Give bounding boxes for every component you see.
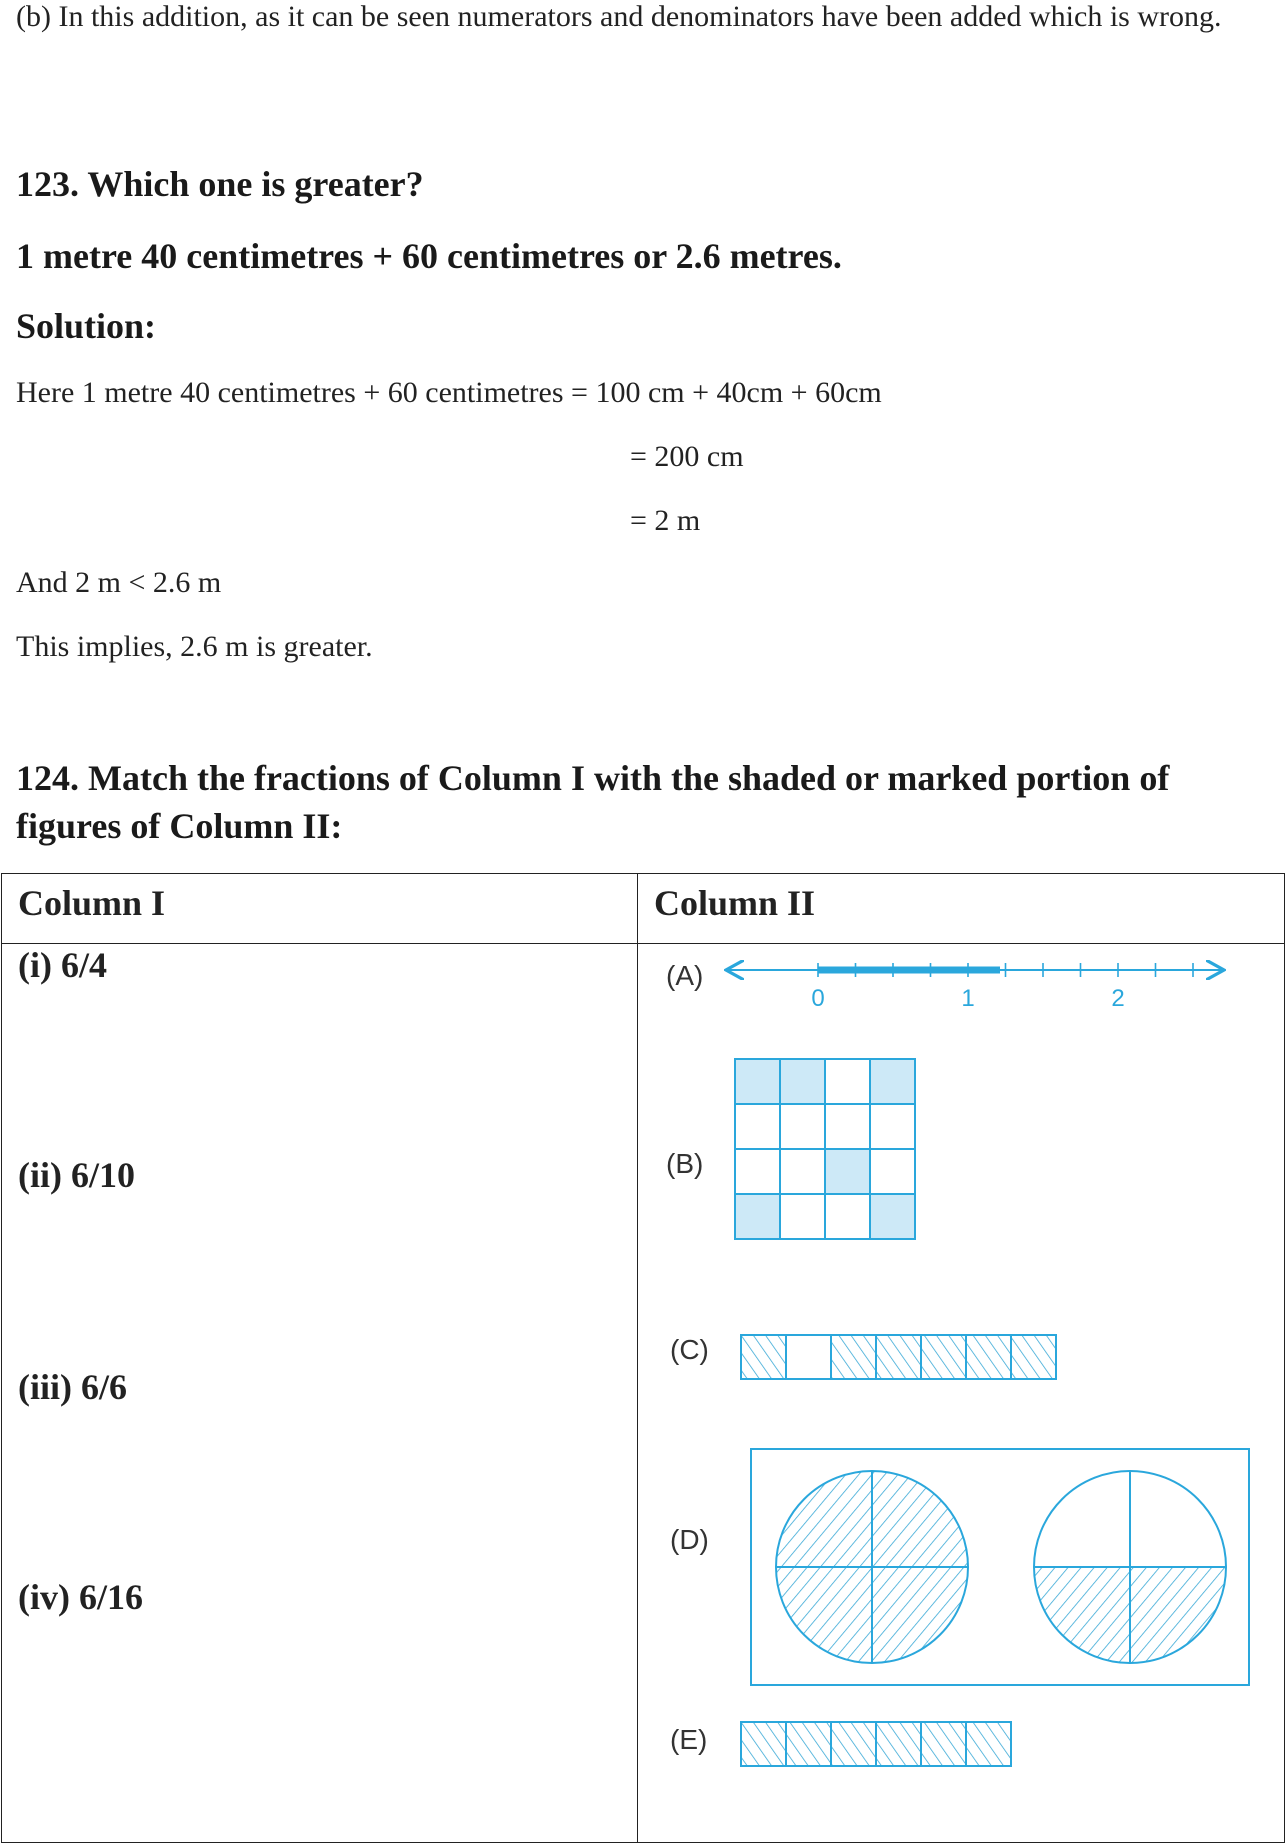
solution-line-5: This implies, 2.6 m is greater. [16,630,373,663]
figure-e-strip [739,1720,1019,1770]
grid-cell [780,1149,825,1194]
strip-part-hatched [921,1335,966,1379]
figure-a-label: (A) [666,960,704,991]
strip-part-hatched [786,1722,831,1766]
solution-line-3: = 2 m [630,504,701,537]
circle-quarter-hatched [776,1567,872,1663]
fraction-i: (i) 6/4 [18,945,107,985]
figure-b-label: (B) [666,1148,704,1179]
strip-part-hatched [831,1335,876,1379]
figure-c-label: (C) [670,1334,709,1365]
circle-quarter-hatched [1130,1567,1226,1663]
tick-label-0: 0 [811,985,825,1012]
grid-cell [870,1104,915,1149]
grid-cell-shaded [735,1194,780,1239]
strip-part-hatched [966,1335,1011,1379]
solution-line-2: = 200 cm [630,440,744,473]
solution-line-1: Here 1 metre 40 centimetres + 60 centimetres = 100 cm + 40cm + 60cm [16,376,882,409]
grid-cell-shaded [870,1059,915,1104]
column-2-header: Column II [638,874,1285,944]
grid-cell [735,1104,780,1149]
strip-part-hatched [921,1722,966,1766]
circle-quarter-empty [1034,1471,1130,1567]
column-1-cell [2,944,637,1842]
tick-label-1: 1 [961,985,975,1012]
strip-part-hatched [966,1722,1011,1766]
grid-cell [870,1149,915,1194]
grid-cell-shaded [870,1194,915,1239]
strip-part-hatched [1011,1335,1056,1379]
strip-part-hatched [876,1722,921,1766]
strip-part-hatched [741,1722,786,1766]
figure-c-strip [739,1333,1059,1383]
strip-part-hatched [876,1335,921,1379]
grid-cell-shaded [735,1059,780,1104]
figure-e-label: (E) [670,1724,708,1755]
fraction-iii: (iii) 6/6 [18,1367,127,1407]
circle-quarter-hatched [872,1471,968,1567]
figure-b-grid [733,1057,917,1241]
question-124-title: 124. Match the fractions of Column I with the shaded or marked portion of figures of Column II: [16,758,1170,846]
grid-cell [780,1194,825,1239]
circle-quarter-hatched [1034,1567,1130,1663]
solution-line-4: And 2 m < 2.6 m [16,566,222,599]
figure-d-label: (D) [670,1524,709,1555]
strip-part-hatched [831,1722,876,1766]
circle-quarter-hatched [776,1471,872,1567]
fraction-ii: (ii) 6/10 [18,1155,135,1195]
grid-cell [825,1194,870,1239]
question-123-title: 123. Which one is greater? [16,164,424,204]
grid-cell-shaded [825,1149,870,1194]
strip-part-empty [786,1335,831,1379]
grid-cell-shaded [780,1059,825,1104]
circle-quarter-hatched [872,1567,968,1663]
figure-a-number-line [728,954,1228,1014]
tick-label-2: 2 [1111,985,1125,1012]
grid-cell [825,1059,870,1104]
strip-part-hatched [741,1335,786,1379]
grid-cell [825,1104,870,1149]
column-1-header: Column I [2,874,638,944]
figure-d-circles [750,1448,1250,1686]
question-123-subtitle: 1 metre 40 centimetres + 60 centimetres or 2.6 metres. [16,236,842,276]
fraction-iv: (iv) 6/16 [18,1577,143,1617]
column-2-cell [638,944,1284,1842]
grid-cell [735,1149,780,1194]
previous-answer-text: (b) In this addition, as it can be seen numerators and denominators have been added which is wrong. [16,0,1222,33]
solution-label: Solution: [16,306,157,346]
matching-table [1,873,1285,1843]
circle-quarter-empty [1130,1471,1226,1567]
grid-cell [780,1104,825,1149]
